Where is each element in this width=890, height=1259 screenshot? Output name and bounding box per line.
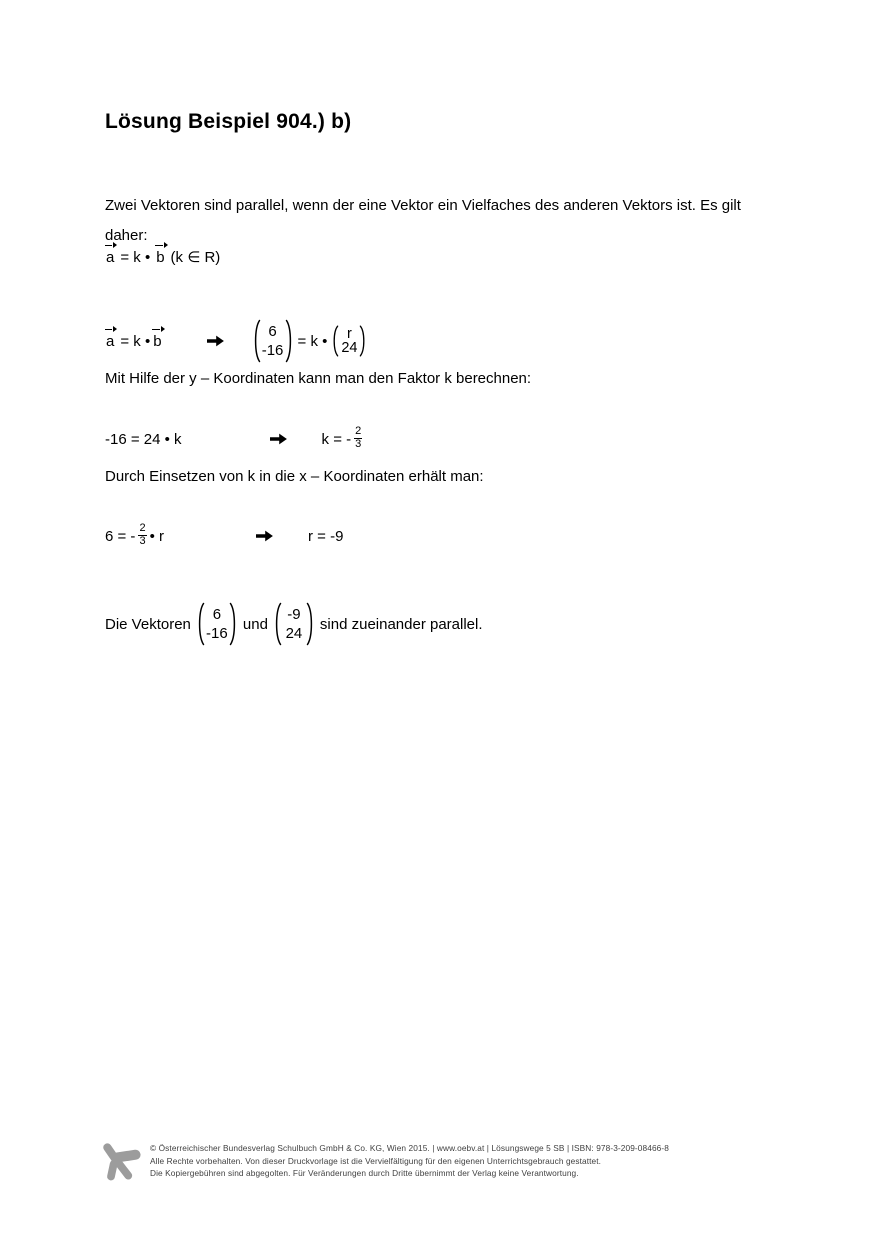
step3-description: Durch Einsetzen von k in die x – Koordinaten erhält man:	[105, 468, 484, 485]
step2-description: Mit Hilfe der y – Koordinaten kann man den Faktor k berechnen:	[105, 370, 532, 387]
footer-imprint	[150, 1142, 669, 1180]
intro-line-2: daher:	[105, 227, 148, 244]
right-arrow-icon	[270, 433, 287, 445]
eq3-rhs: r = -9	[307, 527, 344, 545]
vector-a-symbol: a	[106, 332, 115, 350]
vector-a-symbol: a	[106, 248, 115, 266]
right-paren	[285, 319, 294, 363]
footer-line-2: Alle Rechte vorbehalten. Von dieser Druckvorlage ist die Vervielfältigung für den eigenen Unterrichtsgebrauch gestattet.	[150, 1155, 602, 1166]
equation-row-1	[105, 318, 367, 364]
fraction-numerator: 2	[139, 521, 146, 534]
eq2-lhs: -16 = 24 • k	[105, 430, 182, 448]
column-vector-6-16	[196, 602, 238, 646]
vector-bottom: 24	[341, 340, 358, 356]
eq3-lhs-suffix: • r	[149, 527, 164, 545]
fraction-denominator: 3	[355, 437, 362, 450]
intro-paragraph	[105, 191, 785, 251]
eq2-rhs-prefix: k = -	[321, 430, 352, 448]
column-vector-6-16	[252, 319, 294, 363]
page-title: Lösung Beispiel 904.) b)	[105, 110, 352, 133]
right-arrow-icon	[256, 530, 273, 542]
vector-bottom: -16	[206, 625, 228, 642]
conclusion-prefix: Die Vektoren	[105, 615, 191, 633]
left-paren	[331, 325, 339, 357]
vector-top: -9	[287, 606, 301, 623]
left-paren	[273, 602, 282, 646]
vector-b-symbol: b	[156, 248, 165, 266]
right-paren	[306, 602, 315, 646]
fraction-two-thirds	[138, 523, 146, 548]
fraction-two-thirds	[354, 426, 362, 451]
footer-line-1: © Österreichischer Bundesverlag Schulbuch GmbH & Co. KG, Wien 2015. | www.oebv.at | Lösungswege 5 SB | ISBN: 978-3-209-08466-8	[150, 1143, 669, 1153]
vector-bottom: -16	[261, 342, 284, 359]
left-paren	[196, 602, 205, 646]
conclusion-middle: und	[242, 615, 268, 633]
right-paren	[359, 325, 367, 357]
footer-line-3: Die Kopiergebühren sind abgegolten. Für Veränderungen durch Dritte übernimmt der Verlag keine Verantwortung.	[150, 1168, 579, 1179]
vector-top: 6	[212, 606, 222, 623]
rule-equals: = k •	[120, 248, 151, 266]
conclusion-suffix: sind zueinander parallel.	[319, 615, 483, 633]
vector-top: 6	[268, 323, 277, 340]
equation-row-2	[105, 425, 365, 453]
eq1-equals: = k •	[120, 332, 151, 350]
left-paren	[252, 319, 261, 363]
vector-bottom: 24	[285, 625, 303, 642]
equation-row-3	[105, 520, 343, 552]
right-paren	[229, 602, 238, 646]
column-vector-neg9-24	[273, 602, 315, 646]
oebv-asterisk-logo-icon	[101, 1142, 141, 1182]
intro-line-1: Zwei Vektoren sind parallel, wenn der eine Vektor ein Vielfaches des anderen Vektors ist. Es gilt	[105, 197, 741, 214]
eq3-lhs-prefix: 6 = -	[105, 527, 136, 545]
eq1-mid: = k •	[297, 332, 328, 350]
column-vector-r-24	[331, 325, 367, 357]
fraction-denominator: 3	[139, 534, 146, 547]
vector-b-symbol: b	[153, 332, 162, 350]
vector-rule-equation	[105, 246, 220, 268]
conclusion-sentence	[105, 601, 483, 647]
right-arrow-icon	[207, 335, 224, 347]
rule-domain: (k ∈ R)	[170, 249, 221, 266]
vector-top: r	[346, 325, 352, 342]
fraction-numerator: 2	[355, 424, 362, 437]
